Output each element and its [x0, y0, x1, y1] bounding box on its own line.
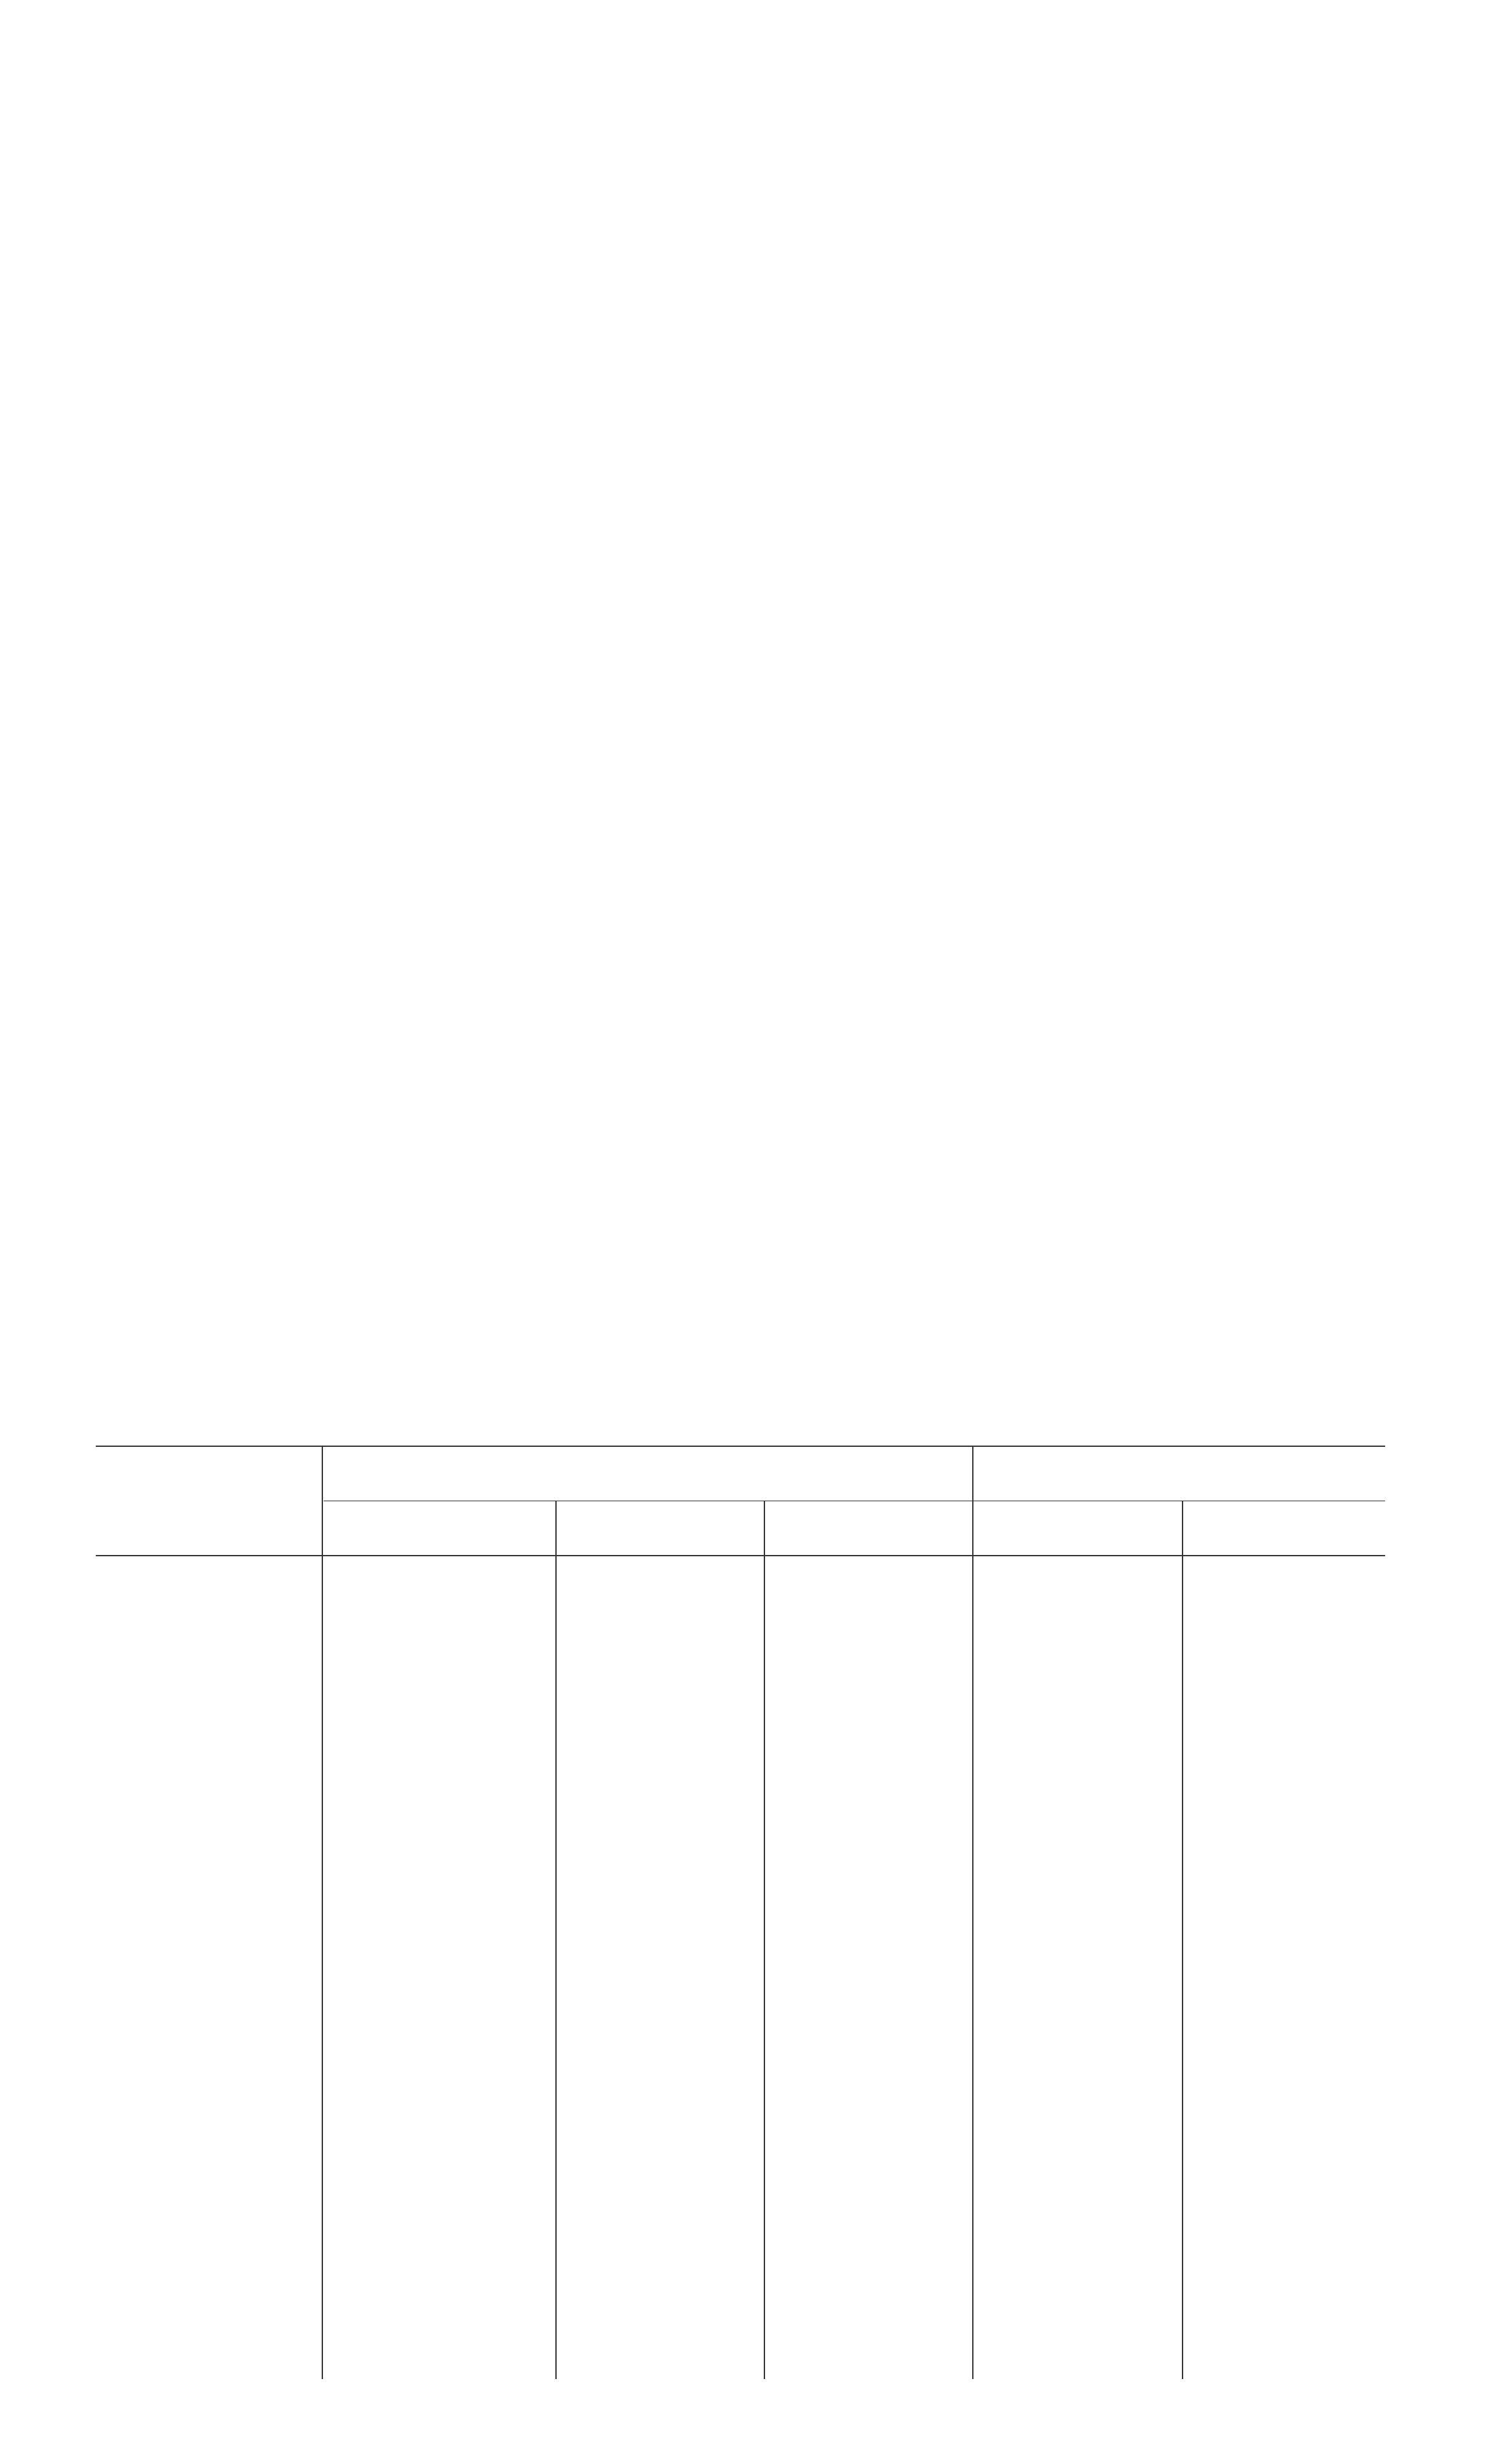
- column-rule-3: [764, 1501, 765, 2379]
- column-rule-1: [322, 1446, 323, 2379]
- column-rule-4: [972, 1446, 973, 2379]
- table-top-rule: [96, 1446, 1385, 1447]
- column-rule-5: [1182, 1501, 1183, 2379]
- header-bottom-rule: [96, 1555, 1385, 1556]
- column-rule-2: [555, 1501, 557, 2379]
